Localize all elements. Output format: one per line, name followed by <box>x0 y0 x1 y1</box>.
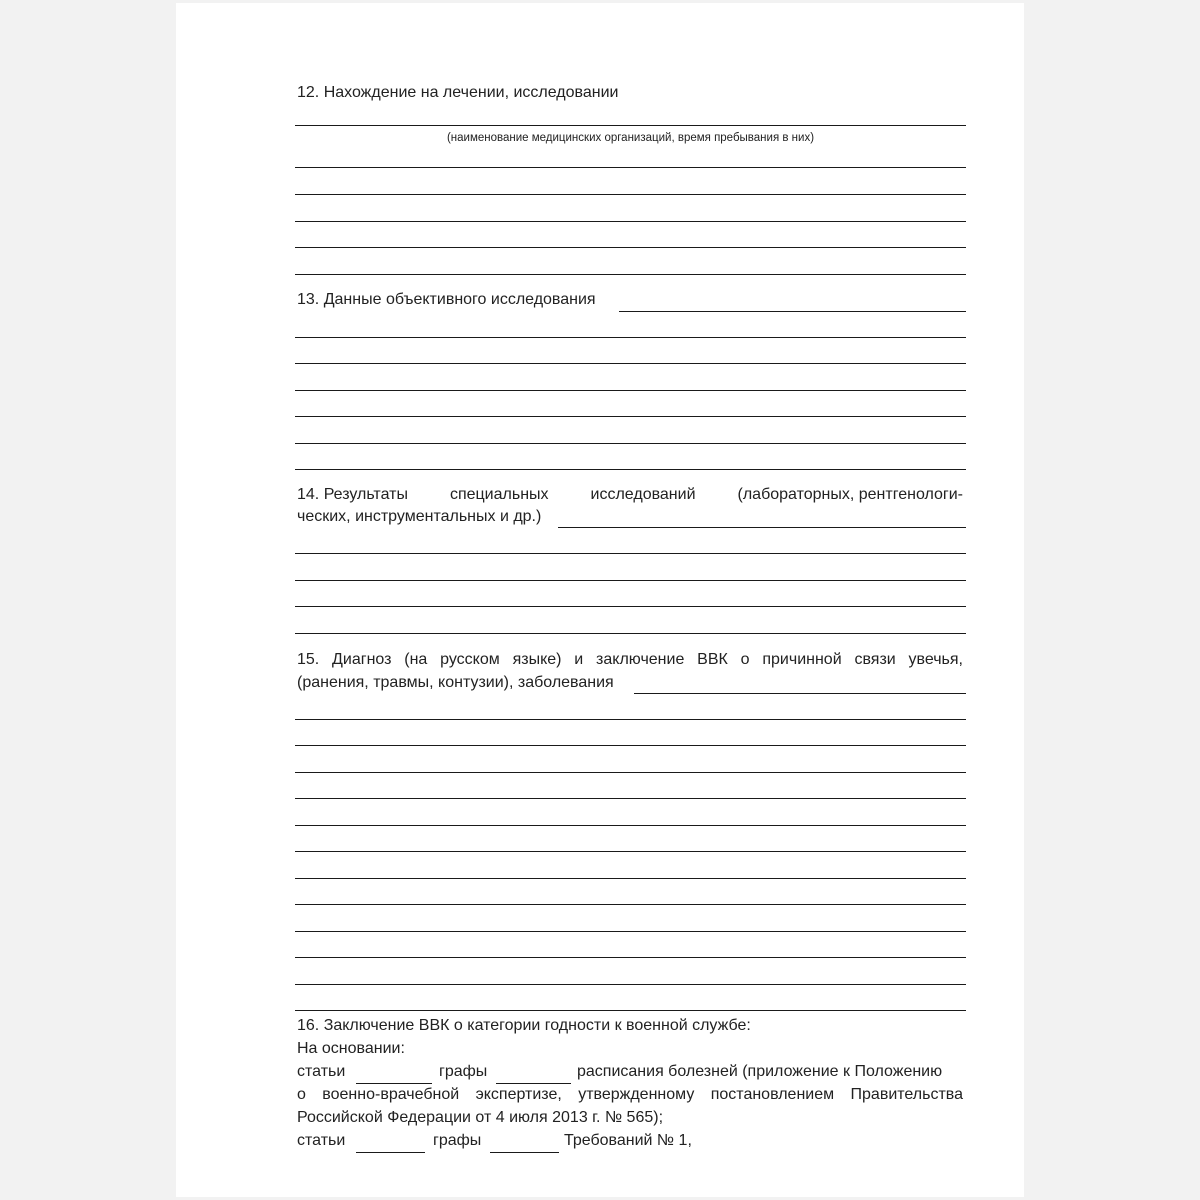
section-13-heading: 13. Данные объективного исследования <box>297 291 596 308</box>
fill-line[interactable] <box>295 957 966 958</box>
fill-line[interactable] <box>295 772 966 773</box>
document-page <box>176 3 1024 1197</box>
fill-line[interactable] <box>295 878 966 879</box>
section-12-heading: 12. Нахождение на лечении, исследовании <box>297 84 619 101</box>
column-number-blank[interactable] <box>490 1152 559 1153</box>
fill-line[interactable] <box>295 337 966 338</box>
section-16-heading: 16. Заключение ВВК о категории годности к военной службе: <box>297 1017 751 1034</box>
article-label: статьи <box>297 1063 346 1080</box>
article-number-blank[interactable] <box>356 1083 432 1084</box>
fill-line[interactable] <box>295 416 966 417</box>
article-label: статьи <box>297 1132 346 1149</box>
section-15-heading-line2: (ранения, травмы, контузии), заболевания <box>297 674 614 691</box>
fill-line[interactable] <box>295 390 966 391</box>
fill-line[interactable] <box>295 221 966 222</box>
fill-line[interactable] <box>558 527 966 528</box>
fill-line[interactable] <box>295 247 966 248</box>
section-16-line4: Российской Федерации от 4 июля 2013 г. № 565); <box>297 1109 664 1126</box>
fill-line[interactable] <box>295 851 966 852</box>
fill-line[interactable] <box>295 984 966 985</box>
fill-line[interactable] <box>295 363 966 364</box>
section-14-heading-line2: ческих, инструментальных и др.) <box>297 508 542 525</box>
section-16-line2-tail: расписания болезней (приложение к Положению <box>577 1063 943 1080</box>
section-16-line3: о военно-врачебной экспертизе, утвержденному постановлением Правительства <box>297 1086 963 1103</box>
article-number-blank[interactable] <box>356 1152 425 1153</box>
requirements-label: Требований № 1, <box>564 1132 692 1149</box>
fill-line[interactable] <box>295 194 966 195</box>
fill-line[interactable] <box>295 125 966 126</box>
fill-line[interactable] <box>295 825 966 826</box>
section-14-word: специальных <box>449 486 549 503</box>
column-label: графы <box>439 1063 488 1080</box>
section-16-basis: На основании: <box>297 1040 405 1057</box>
fill-line[interactable] <box>619 311 966 312</box>
section-14-word: исследований <box>590 486 696 503</box>
fill-line[interactable] <box>295 931 966 932</box>
column-number-blank[interactable] <box>496 1083 571 1084</box>
fill-line[interactable] <box>295 167 966 168</box>
fill-line[interactable] <box>295 274 966 275</box>
column-label: графы <box>433 1132 482 1149</box>
fill-line[interactable] <box>634 693 966 694</box>
section-14-word: (лабораторных, рентгенологи- <box>737 486 963 503</box>
fill-line[interactable] <box>295 745 966 746</box>
fill-line[interactable] <box>295 719 966 720</box>
section-12-caption: (наименование медицинских организаций, время пребывания в них) <box>446 132 815 144</box>
fill-line[interactable] <box>295 633 966 634</box>
section-14-word: 14. Результаты <box>297 486 408 503</box>
fill-line[interactable] <box>295 580 966 581</box>
fill-line[interactable] <box>295 798 966 799</box>
fill-line[interactable] <box>295 904 966 905</box>
fill-line[interactable] <box>295 443 966 444</box>
fill-line[interactable] <box>295 469 966 470</box>
fill-line[interactable] <box>295 1010 966 1011</box>
fill-line[interactable] <box>295 606 966 607</box>
section-15-heading: 15. Диагноз (на русском языке) и заключение ВВК о причинной связи увечья, <box>297 651 963 668</box>
section-14-heading <box>297 485 963 505</box>
fill-line[interactable] <box>295 553 966 554</box>
